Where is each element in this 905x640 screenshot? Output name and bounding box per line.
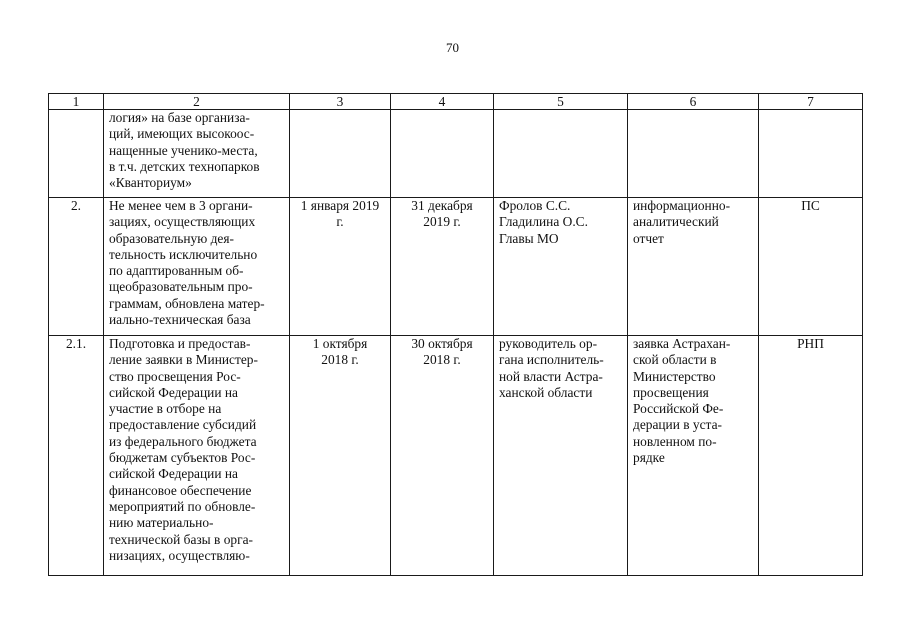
text-line: мероприятий по обновле- [109,498,256,514]
text-line: технической базы в орга- [109,531,253,547]
column-header-3: 3 [290,94,391,110]
text-line: финансовое обеспечение [109,482,252,498]
text-line: 2019 г. [423,214,461,230]
row-description [104,198,290,336]
row-end-date [391,198,494,336]
row-responsible [494,110,628,198]
text-line: информационно- [633,198,731,213]
text-line: низациях, осуществляю- [109,547,250,563]
text-line: отчет [633,230,664,246]
text-line: ной власти Астра- [499,368,603,384]
row-end-date [391,336,494,576]
text-line: дерации в уста- [633,417,722,433]
row-level: РНП [759,336,863,576]
plan-table [48,93,863,576]
text-line: гана исполнитель- [499,352,604,368]
text-line: предоставление субсидий [109,417,257,433]
row-number [49,110,104,198]
row-responsible [494,336,628,576]
row-number: 2.1. [49,336,104,576]
row-start-date [290,336,391,576]
text-line: Не менее чем в 3 органи- [109,198,253,213]
text-line: ций, имеющих высокоос- [109,126,255,142]
row-number: 2. [49,198,104,336]
text-line: иально-техническая база [109,312,251,328]
text-line: г. [336,214,344,230]
text-line: сийской Федерации на [109,466,238,482]
text-line: аналитический [633,214,719,230]
text-line: 2018 г. [321,352,359,368]
text-line: 1 октября [312,336,368,351]
text-line: из федерального бюджета [109,433,257,449]
text-line: Гладилина О.С. [499,214,588,230]
text-line: заявка Астрахан- [633,336,731,351]
text-line: щеобразовательным про- [109,279,253,295]
column-header-4: 4 [391,94,494,110]
row-start-date [290,110,391,198]
text-line: ской области в [633,352,717,368]
text-line: зациях, осуществляющих [109,214,256,230]
table-row [49,336,863,576]
row-level: ПС [759,198,863,336]
column-header-6: 6 [628,94,759,110]
row-description [104,110,290,198]
text-line: ление заявки в Министер- [109,352,258,368]
text-line: бюджетам субъектов Рос- [109,450,256,466]
text-line: «Кванториум» [109,175,192,191]
text-line: участие в отборе на [109,401,222,417]
text-line: 2018 г. [423,352,461,368]
text-line: 31 декабря [411,198,473,213]
text-line: 1 января 2019 [300,198,380,213]
page-number: 70 [446,40,459,55]
text-line: нащенные ученико-места, [109,142,258,158]
row-end-date [391,110,494,198]
text-line: тельность исключительно [109,246,258,262]
table-row [49,198,863,336]
text-line: логия» на базе организа- [109,110,250,125]
text-line: граммам, обновлена матер- [109,295,265,311]
text-line: просвещения [633,384,709,400]
text-line: сийской Федерации на [109,384,238,400]
text-line: руководитель ор- [499,336,598,351]
column-header-5: 5 [494,94,628,110]
row-level [759,110,863,198]
column-header-1: 1 [49,94,104,110]
text-line: Российской Фе- [633,401,724,417]
row-responsible [494,198,628,336]
text-line: Подготовка и предостав- [109,336,251,351]
text-line: образовательную дея- [109,230,234,246]
text-line: ство просвещения Рос- [109,368,241,384]
table-row [49,110,863,198]
text-line: Главы МО [499,230,559,246]
row-result [628,110,759,198]
text-line: новленном по- [633,433,717,449]
text-line: рядке [633,450,665,466]
text-line: по адаптированным об- [109,263,244,279]
text-line: ханской области [499,384,593,400]
column-header-7: 7 [759,94,863,110]
text-line: Министерство [633,368,716,384]
row-start-date [290,198,391,336]
table-header-row [49,94,863,110]
text-line: 30 октября [411,336,473,351]
text-line: в т.ч. детских технопарков [109,158,260,174]
column-header-2: 2 [104,94,290,110]
row-result [628,198,759,336]
text-line: нию материально- [109,515,214,531]
row-result [628,336,759,576]
row-description [104,336,290,576]
text-line: Фролов С.С. [499,198,571,213]
